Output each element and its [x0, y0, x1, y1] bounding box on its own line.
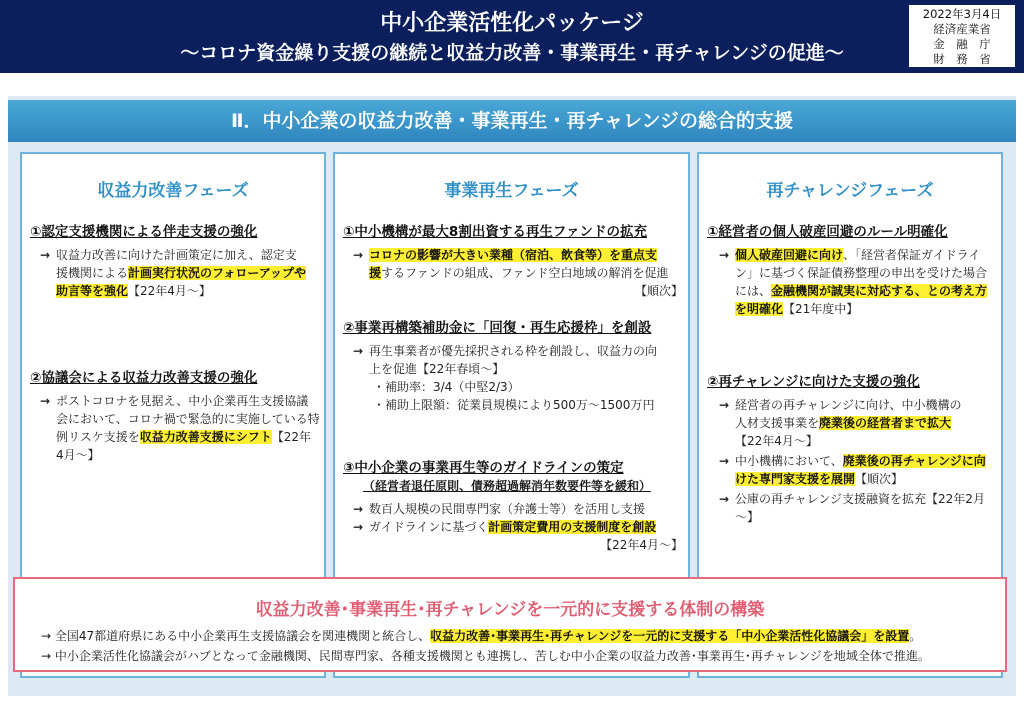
body-line: 収益力改善に向けた計画策定に加え、認定支: [56, 248, 297, 262]
arrow-icon: →: [353, 502, 364, 516]
date-text: 2022年3月4日: [922, 7, 1002, 21]
item-subheading-2-3: （経営者退任原則、債務超過解消年数要件等を緩和）: [363, 479, 652, 493]
bottom-line-1: [41, 627, 921, 644]
body-text: には、: [735, 284, 772, 298]
highlight-text: 計画策定費用の支援制度を創設: [488, 520, 657, 534]
highlight-text: 個人破産回避に向け: [735, 248, 844, 262]
body-line: [735, 246, 1001, 264]
body-line: 【順次】: [634, 284, 683, 298]
page-subtitle: ～コロナ資金繰り支援の継続と収益力改善・事業再生・再チャレンジの促進～: [180, 42, 844, 64]
body-text: 公庫の再チャレンジ支援融資を拡充【22年2月: [735, 492, 985, 506]
item-heading-1-1: ①認定支援機関による伴走支援の強化: [30, 224, 258, 240]
arrow-icon: →: [41, 629, 55, 643]
arrow-icon: →: [719, 398, 730, 412]
item-heading-2-1: ①中小機構が最大8割出資する再生ファンドの拡充: [343, 224, 648, 240]
section-title: Ⅱ．中小企業の収益力改善・事業再生・再チャレンジの総合的支援: [8, 100, 1016, 142]
phase-title-rechallenge: 再チャレンジフェーズ: [766, 181, 934, 201]
body-line: [735, 414, 1001, 432]
ministry-fsa: 金 融 庁: [933, 37, 991, 51]
body-line: ・補助率：3/4（中堅2/3）: [373, 380, 520, 394]
item-body-1-2: [40, 392, 324, 464]
body-line: 【22年4月～】: [600, 538, 683, 552]
highlight-text: を明確化: [735, 302, 784, 316]
body-text: ガイドラインに基づく: [369, 520, 489, 534]
arrow-icon: →: [40, 248, 51, 262]
body-text: 全国47都道府県にある中小企業再生支援協議会を関連機関と統合し、: [54, 629, 431, 643]
body-text: 人材支援事業を: [735, 416, 820, 430]
body-line: [719, 452, 1001, 470]
item-body-1-1: [40, 246, 324, 300]
highlight-text: 計画実行状況のフォローアップや: [128, 266, 306, 280]
body-text: 【21年度中】: [783, 302, 859, 316]
item-heading-3-2: ②再チャレンジに向けた支援の強化: [707, 374, 920, 390]
bottom-line-2: [41, 647, 930, 664]
arrow-icon: →: [719, 454, 730, 468]
body-line: [56, 428, 324, 446]
body-line: [735, 470, 1001, 488]
phase-title-revenue: 収益力改善フェーズ: [97, 181, 249, 201]
body-text: 【22年4月～】: [128, 284, 211, 298]
body-line: 【22年4月～】: [735, 434, 818, 448]
highlight-text: 廃業後の経営者まで拡大: [819, 416, 952, 430]
arrow-icon: →: [719, 492, 730, 506]
body-line: [353, 518, 683, 536]
highlight-text: 金融機関が誠実に対応する、との考え方: [771, 284, 988, 298]
body-text: 【22年: [271, 430, 312, 444]
item-body-2-3: [353, 500, 683, 554]
item-body-3-2: [719, 396, 1001, 526]
body-text: 、「経営者保証ガイドライ: [843, 248, 981, 262]
item-heading-3-1: ①経営者の個人破産回避のルール明確化: [707, 224, 948, 240]
arrow-icon: →: [353, 520, 364, 534]
highlight-text: 収益力改善支援にシフト: [139, 430, 272, 444]
body-line: ン」に基づく保証債務整理の申出を受けた場合: [735, 266, 988, 280]
highlight-text: 助言等を強化: [56, 284, 129, 298]
highlight-text: 援: [369, 266, 382, 280]
body-line: ・補助上限額：従業員規模により500万～1500万円: [373, 398, 655, 412]
body-text: 【順次】: [855, 472, 904, 486]
item-heading-2-2: ②事業再構築補助金に「回復・再生応援枠」を創設: [343, 320, 652, 336]
body-line: 数百人規模の民間専門家（弁護士等）を活用し支援: [369, 502, 646, 516]
arrow-icon: →: [41, 649, 55, 663]
highlight-text: 収益力改善･事業再生･再チャレンジを一元的に支援する「中小企業活性化協議会」を設置: [430, 629, 910, 643]
phase-title-revitalization: 事業再生フェーズ: [444, 181, 579, 201]
bottom-summary-box: [13, 577, 1007, 672]
body-text: 中小機構において、: [735, 454, 843, 468]
body-text: 。: [909, 629, 922, 643]
body-line: 会において、コロナ禍で緊急的に実施している特: [56, 412, 320, 426]
arrow-icon: →: [353, 248, 364, 262]
body-line: 経営者の再チャレンジに向け、中小機構の: [735, 398, 962, 412]
body-line: [369, 246, 683, 264]
body-line: 上を促進【22年春頃～】: [369, 362, 505, 376]
arrow-icon: →: [40, 394, 51, 408]
body-line: [719, 490, 1001, 508]
body-line: [56, 264, 324, 282]
body-text: 例リスケ支援を: [56, 430, 140, 444]
body-line: ポストコロナを見据え、中小企業再生支援協議: [56, 394, 309, 408]
body-line: [369, 264, 683, 282]
body-text: するファンドの組成、ファンド空白地域の解消を促進: [381, 266, 669, 280]
item-heading-1-2: ②協議会による収益力改善支援の強化: [30, 370, 258, 386]
page-title: 中小企業活性化パッケージ: [380, 11, 644, 36]
item-body-3-1: [719, 246, 1001, 318]
body-line: 4月～】: [56, 448, 100, 462]
item-heading-2-3: ③中小企業の事業再生等のガイドラインの策定: [343, 460, 624, 476]
body-text: 中小企業活性化協議会がハブとなって金融機関、民間専門家、各種支援機関とも連携し、苦しむ中小企業の収益力改善･事業再生･再チャレンジを地域全体で推進。: [54, 649, 930, 663]
item-body-2-2: [353, 342, 683, 414]
highlight-text: コロナの影響が大きい業種（宿泊、飲食等）を重点支: [369, 248, 658, 262]
body-line: [56, 282, 324, 300]
body-text: 援機関による: [56, 266, 129, 280]
ministry-mof: 財 務 省: [933, 52, 991, 66]
highlight-text: 廃業後の再チャレンジに向: [842, 454, 986, 468]
date-ministry-box: [908, 4, 1016, 68]
arrow-icon: →: [353, 344, 364, 358]
arrow-icon: →: [719, 248, 730, 262]
highlight-text: けた専門家支援を展開: [735, 472, 856, 486]
bottom-title: 収益力改善･事業再生･再チャレンジを一元的に支援する体制の構築: [255, 600, 765, 620]
ministry-meti: 経済産業省: [933, 22, 991, 36]
body-line: [735, 300, 1001, 318]
body-line: 再生事業者が優先採択される枠を創設し、収益力の向: [369, 344, 658, 358]
body-line: [735, 282, 1001, 300]
item-body-2-1: [353, 246, 683, 300]
body-line: ～】: [735, 510, 760, 524]
